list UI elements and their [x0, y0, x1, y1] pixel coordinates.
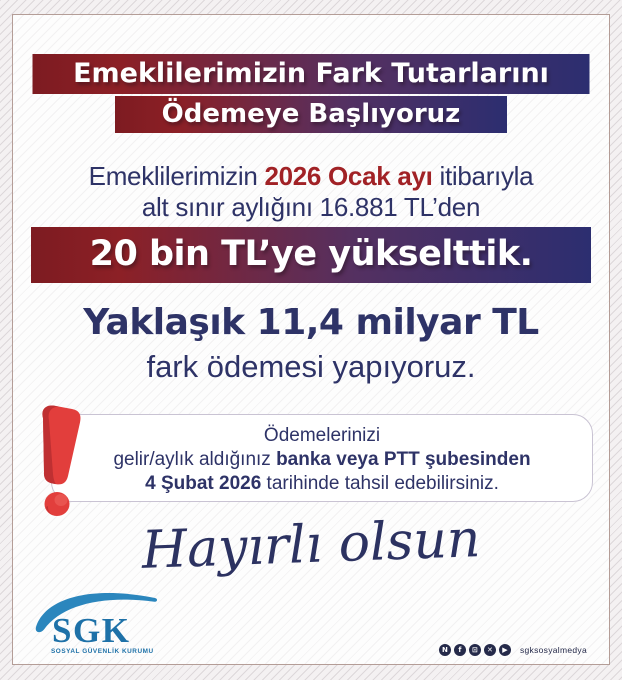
social-handle: sgksosyalmedya — [519, 645, 587, 655]
x-icon: ✕ — [484, 644, 496, 656]
sgk-logo — [31, 587, 163, 669]
amount-headline: Yaklaşık 11,4 milyar TL — [83, 302, 539, 343]
raise-banner — [31, 227, 591, 283]
poster-card — [12, 14, 610, 665]
sgk-logo-acronym: SGK — [52, 611, 131, 650]
notice-line1: Ödemelerinizi — [263, 425, 381, 446]
youtube-icon: ▶ — [499, 644, 511, 656]
signature-text: Hayırlı olsun — [140, 509, 482, 581]
social-media-row — [439, 643, 587, 657]
intro-paragraph — [13, 161, 609, 223]
notice-line3-bold: 4 Şubat 2026 — [145, 473, 262, 494]
intro-part2: itibarıyla — [432, 161, 534, 191]
intro-part1: Emeklilerimizin — [88, 161, 265, 191]
raise-banner-text: 20 bin TL’ye yükselttik. — [89, 234, 533, 274]
facebook-icon: f — [454, 644, 466, 656]
notice-line3-regular: tarihinde tahsil edebilirsiniz. — [261, 473, 499, 494]
headline-text-line1: Emeklilerimizin Fark Tutarlarını — [73, 58, 549, 89]
nsosyal-icon: N — [439, 644, 451, 656]
notice-line3 — [52, 472, 592, 496]
headline-banner-line2 — [115, 96, 507, 133]
amount-subline: fark ödemesi yapıyoruz. — [146, 349, 476, 384]
instagram-icon: ⊡ — [469, 644, 481, 656]
notice-line2 — [52, 448, 592, 472]
intro-line2: alt sınır aylığını 16.881 TL’den — [141, 192, 481, 222]
notice-line2-bold: banka veya PTT şubesinden — [276, 449, 531, 470]
payment-notice-box — [51, 414, 593, 502]
intro-highlight-date: 2026 Ocak ayı — [264, 161, 433, 191]
sgk-logo-fullname: SOSYAL GÜVENLİK KURUMU — [51, 648, 154, 655]
intro-line1 — [13, 161, 609, 192]
headline-banner-line1 — [33, 54, 590, 94]
exclamation-icon — [27, 403, 87, 523]
headline-text-line2: Ödemeye Başlıyoruz — [161, 99, 461, 129]
notice-line2-regular: gelir/aylık aldığınız — [113, 449, 277, 470]
